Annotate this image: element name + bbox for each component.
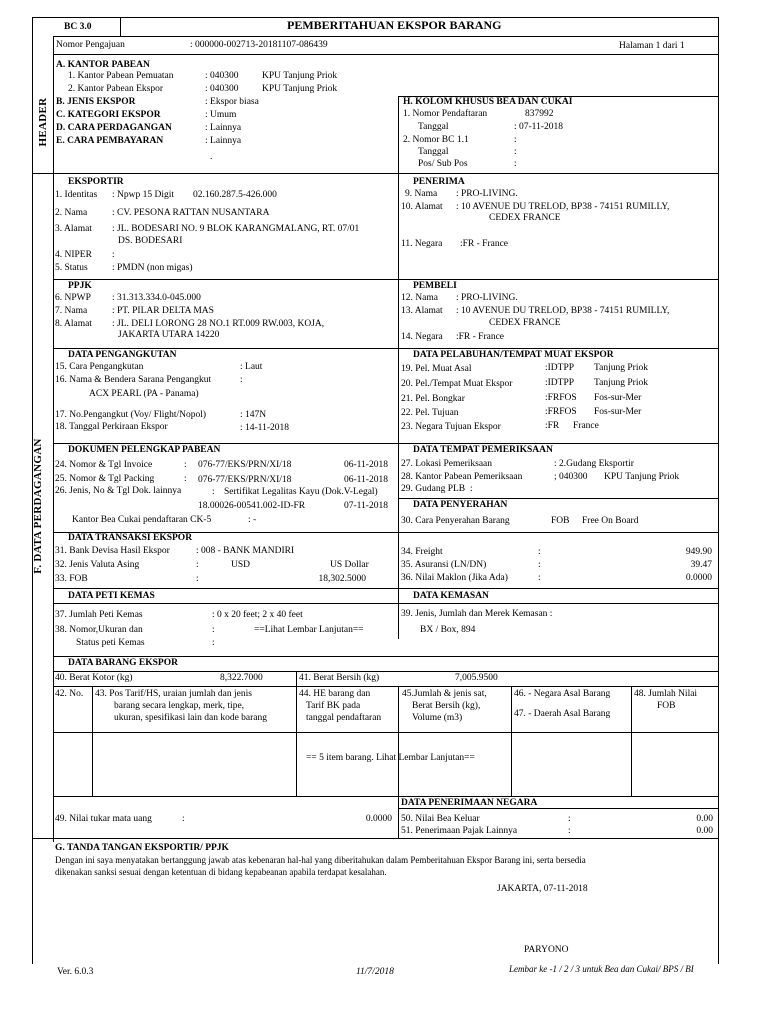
- signatory-name: PARYONO: [524, 945, 569, 955]
- jenis-ekspor-value: : Ekspor biasa: [205, 97, 259, 107]
- cara-penyerahan-code: FOB: [551, 516, 570, 526]
- penerima-negara-value: :FR - France: [460, 239, 509, 249]
- sarana-pengangkut-value: ACX PEARL (PA - Panama): [89, 389, 199, 399]
- submission-number: : 000000-002713-20181107-086439: [190, 40, 328, 50]
- ppjk-title: PPJK: [68, 281, 92, 291]
- penyerahan-title: DATA PENYERAHAN: [413, 500, 508, 510]
- nomor-peti-colon: :: [212, 625, 215, 635]
- pembeli-nama-value: : PRO-LIVING.: [456, 293, 518, 303]
- eksportir-alamat-line1: : JL. BODESARI NO. 9 BLOK KARANGMALANG, RT. 07/01: [112, 224, 360, 234]
- pel-tujuan-name: Fos-sur-Mer: [594, 407, 642, 417]
- dokumen-title: DOKUMEN PELENGKAP PABEAN: [68, 445, 221, 455]
- pel-bongkar-code: :FRFOS: [545, 393, 577, 403]
- nomor-peti-label: 38. Nomor,Ukuran dan: [55, 625, 143, 635]
- dok-lainnya-label: 26. Jenis, No & Tgl Dok. lainnya: [55, 486, 182, 496]
- dok-lainnya-number: 18.00026-00541.002-ID-FR: [198, 501, 306, 511]
- trade-section-bottom: [32, 838, 719, 839]
- fob-value: 18,302.5000: [318, 574, 366, 584]
- col-header-negara-asal: 46. - Negara Asal Barang: [514, 689, 611, 699]
- footer-version: Ver. 6.0.3: [57, 967, 94, 977]
- lokasi-pemeriksaan-value: : 2.Gudang Eksportir: [554, 459, 634, 469]
- maklon-value: 0.0000: [685, 573, 712, 583]
- pel-muat-asal-code: :IDTPP: [545, 363, 575, 373]
- cara-perdagangan-value: : Lainnya: [205, 123, 242, 133]
- pel-bongkar-name: Fos-sur-Mer: [594, 393, 642, 403]
- documents-top-line: [53, 443, 719, 444]
- fob-colon: :: [196, 574, 199, 584]
- ck5-label: Kantor Bea Cukai pendaftaran CK-5: [72, 515, 212, 525]
- cara-pengangkutan-value: : Laut: [240, 362, 263, 372]
- items-col-1: [92, 686, 93, 796]
- gudang-plb-value: :: [470, 484, 473, 494]
- penerima-nama-label: 9. Nama: [405, 189, 438, 199]
- weights-divider: [296, 671, 297, 686]
- nilai-tukar-colon: :: [182, 814, 185, 824]
- bc-code-divider: [120, 17, 121, 36]
- footer-date: 11/7/2018: [356, 967, 394, 977]
- pembeli-alamat-line1: : 10 AVENUE DU TRELOD, BP38 - 74151 RUMILLY,: [456, 306, 670, 316]
- col-header-he-2: Tarif BK pada: [306, 701, 361, 711]
- maklon-label: 36. Nilai Maklon (Jika Ada): [401, 573, 508, 583]
- pajak-lainnya-value: 0.00: [696, 826, 713, 836]
- jenis-kemasan-value: BX / Box, 894: [420, 625, 476, 635]
- nomor-peti-value: ==Lihat Lembar Lanjutan==: [254, 625, 364, 635]
- packing-colon: :: [184, 474, 187, 484]
- col-header-he-3: tanggal pendaftaran: [306, 713, 382, 723]
- statement-line-2: dikenakan sanksi sesuai dengan ketentuan di bidang kepabeanan apabila terdapat kesalahan.: [55, 867, 387, 877]
- title-row-bottom: [53, 36, 719, 37]
- penerimaan-negara-title: DATA PENERIMAAN NEGARA: [401, 798, 538, 808]
- tanggal-bc11-label: Tanggal: [418, 147, 449, 157]
- col-header-no: 42. No.: [55, 689, 84, 699]
- form-code: BC 3.0: [64, 22, 92, 32]
- cara-penyerahan-label: 30. Cara Penyerahan Barang: [401, 516, 510, 526]
- col-header-nilai-fob-2: FOB: [657, 701, 676, 711]
- side-label-header: HEADER: [37, 97, 49, 147]
- packing-date: 06-11-2018: [344, 475, 388, 485]
- items-header-bottom: [53, 732, 719, 733]
- pel-muat-ekspor-name: Tanjung Priok: [594, 378, 648, 388]
- items-body-bottom: [53, 796, 719, 797]
- status-peti-label: Status peti Kemas: [76, 638, 145, 648]
- sarana-pengangkut-label: 16. Nama & Bendera Sarana Pengangkut: [55, 375, 212, 385]
- transport-top-line: [53, 348, 719, 349]
- col-header-he-1: 44. HE barang dan: [299, 689, 371, 699]
- valuta-name: US Dollar: [330, 560, 369, 570]
- berat-kotor-label: 40. Berat Kotor (kg): [55, 673, 133, 683]
- lokasi-pemeriksaan-label: 27. Lokasi Pemeriksaan: [401, 459, 493, 469]
- pembeli-nama-label: 12. Nama: [401, 293, 438, 303]
- h-box-left: [398, 96, 399, 173]
- nilai-tukar-value: 0.0000: [365, 814, 392, 824]
- items-col-2: [296, 686, 297, 796]
- ppjk-alamat-label: 8. Alamat: [55, 319, 92, 329]
- ppjk-npwp-label: 6. NPWP: [55, 293, 91, 303]
- jenis-ekspor-label: B. JENIS EKSPOR: [56, 97, 136, 107]
- pembeli-alamat-label: 13. Alamat: [401, 306, 443, 316]
- items-continuation-note: == 5 item barang. Lihat Lembar Lanjutan==: [306, 753, 475, 763]
- invoice-date: 06-11-2018: [344, 460, 388, 470]
- jenis-kemasan-label: 39. Jenis, Jumlah dan Merek Kemasan :: [401, 609, 553, 619]
- penerima-negara-label: 11. Negara: [401, 239, 443, 249]
- tanggal-bc11-value: :: [514, 147, 517, 157]
- kantor-pemuatan-name: KPU Tanjung Priok: [262, 71, 338, 81]
- nilai-tukar-label: 49. Nilai tukar mata uang: [55, 814, 152, 824]
- footer-sheet: Lembar ke -1 / 2 / 3 untuk Bea dan Cukai/ BPS / BI: [509, 964, 694, 974]
- center-divider-parties: [398, 173, 399, 639]
- sarana-pengangkut-colon: :: [240, 375, 243, 385]
- negara-tujuan-code: :FR: [545, 421, 560, 431]
- pembeli-negara-label: 14. Negara: [401, 332, 443, 342]
- penerima-alamat-label: 10. Alamat: [401, 202, 443, 212]
- kantor-pemeriksaan-name: KPU Tanjung Priok: [604, 472, 680, 482]
- jumlah-peti-label: 37. Jumlah Peti Kemas: [55, 610, 143, 620]
- eksportir-title: EKSPORTIR: [68, 177, 124, 187]
- identitas-label: 1. Identitas: [55, 190, 98, 200]
- valuta-colon: :: [196, 560, 199, 570]
- tanggal-pendaftaran-label: Tanggal: [418, 122, 449, 132]
- pel-muat-asal-label: 19. Pel. Muat Asal: [401, 364, 472, 374]
- pembeli-title: PEMBELI: [413, 281, 457, 291]
- col-header-uraian-3: ukuran, spesifikasi lain dan kode barang: [114, 713, 268, 723]
- barang-title: DATA BARANG EKSPOR: [68, 658, 178, 668]
- ppjk-alamat-line2: JAKARTA UTARA 14220: [118, 330, 220, 340]
- asuransi-colon: :: [538, 560, 541, 570]
- items-col-5: [631, 686, 632, 796]
- dok-lainnya-date: 07-11-2018: [344, 501, 388, 511]
- kantor-ekspor-label: 2. Kantor Pabean Ekspor: [68, 84, 163, 94]
- container-top-line: [53, 588, 719, 589]
- no-pengangkut-label: 17. No.Pengangkut (Voy/ Flight/Nopol): [55, 410, 207, 420]
- penerima-title: PENERIMA: [413, 177, 465, 187]
- bea-keluar-value: 0.00: [696, 814, 713, 824]
- pos-subpos-label: Pos/ Sub Pos: [418, 159, 468, 169]
- ppjk-npwp-value: : 31.313.334.0-045.000: [112, 293, 201, 303]
- penerima-alamat-line1: : 10 AVENUE DU TRELOD, BP38 - 74151 RUMILLY,: [456, 202, 670, 212]
- side-label-trade: F. DATA PERDAGANGAN: [32, 438, 44, 574]
- pel-bongkar-label: 21. Pel. Bongkar: [401, 394, 465, 404]
- pajak-lainnya-colon: :: [568, 826, 571, 836]
- status-peti-colon: :: [212, 638, 215, 648]
- asuransi-label: 35. Asuransi (LN/DN): [401, 560, 487, 570]
- ppjk-nama-value: : PT. PILAR DELTA MAS: [112, 306, 214, 316]
- col-header-nilai-fob-1: 48. Jumlah Nilai: [634, 689, 698, 699]
- cara-pembayaran-value: : Lainnya: [205, 136, 242, 146]
- pelabuhan-title: DATA PELABUHAN/TEMPAT MUAT EKSPOR: [413, 350, 614, 360]
- niper-value: :: [112, 250, 115, 260]
- packing-label: 25. Nomor & Tgl Packing: [55, 474, 155, 484]
- col-header-jumlah-1: 45.Jumlah & jenis sat,: [402, 689, 487, 699]
- side-column-divider: [53, 36, 54, 842]
- berat-bersih-value: 7,005.9500: [455, 673, 498, 683]
- packing-number: 076-77/EKS/PRN/XI/18: [198, 475, 292, 485]
- signature-title: G. TANDA TANGAN EKSPORTIR/ PPJK: [55, 843, 229, 853]
- valuta-code: USD: [231, 560, 251, 570]
- niper-label: 4. NIPER: [55, 250, 92, 260]
- bea-keluar-colon: :: [568, 814, 571, 824]
- pel-tujuan-label: 22. Pel. Tujuan: [401, 408, 459, 418]
- jumlah-peti-value: : 0 x 20 feet; 2 x 40 feet: [212, 610, 303, 620]
- submission-row-bottom: [53, 54, 719, 55]
- cara-pengangkutan-label: 15. Cara Pengangkutan: [55, 362, 144, 372]
- negara-tujuan-name: France: [573, 421, 599, 431]
- parties-mid-line: [53, 279, 719, 280]
- nomor-bc11-label: 2. Nomor BC 1.1: [403, 135, 469, 145]
- handover-top-line: [398, 498, 719, 499]
- signature-place-date: JAKARTA, 07-11-2018: [497, 884, 588, 894]
- dok-lainnya-colon: :: [212, 487, 215, 497]
- kantor-ekspor-code: : 040300: [205, 84, 239, 94]
- negara-tujuan-label: 23. Negara Tujuan Ekspor: [401, 422, 501, 432]
- fob-label: 33. FOB: [55, 574, 88, 584]
- freight-value: 949.90: [685, 547, 712, 557]
- col-header-jumlah-3: Volume (m3): [412, 713, 463, 723]
- dok-lainnya-type: Sertifikat Legalitas Kayu (Dok.V-Legal): [224, 487, 378, 497]
- invoice-number: 076-77/EKS/PRN/XI/18: [198, 460, 292, 470]
- pel-muat-asal-name: Tanjung Priok: [594, 363, 648, 373]
- eksportir-alamat-line2: DS. BODESARI: [118, 236, 183, 246]
- submission-label: Nomor Pengajuan: [56, 40, 125, 50]
- nomor-bc11-value: :: [514, 135, 517, 145]
- pembeli-alamat-line2: CEDEX FRANCE: [489, 318, 561, 328]
- header-section-bottom: [32, 173, 719, 174]
- cara-pembayaran-label: E. CARA PEMBAYARAN: [56, 136, 164, 146]
- pel-muat-ekspor-label: 20. Pel./Tempat Muat Ekspor: [401, 379, 513, 389]
- freight-colon: :: [538, 547, 541, 557]
- pel-tujuan-code: :FRFOS: [545, 407, 577, 417]
- frame-right-border: [718, 17, 719, 964]
- cara-pembayaran-dot: .: [210, 152, 213, 162]
- page-indicator: Halaman 1 dari 1: [619, 41, 685, 51]
- ppjk-alamat-line1: : JL. DELI LORONG 28 NO.1 RT.009 RW.003, KOJA,: [112, 319, 325, 329]
- col-header-jumlah-2: Berat Bersih (kg),: [412, 701, 481, 711]
- ck5-value: : -: [248, 515, 257, 525]
- maklon-colon: :: [538, 573, 541, 583]
- peti-kemas-title: DATA PETI KEMAS: [68, 591, 155, 601]
- weights-top-line: [53, 671, 719, 672]
- pembeli-negara-value: :FR - France: [456, 332, 505, 342]
- eksportir-alamat-label: 3. Alamat: [55, 224, 92, 234]
- pajak-lainnya-label: 51. Penerimaan Pajak Lainnya: [401, 826, 518, 836]
- cara-penyerahan-name: Free On Board: [582, 516, 639, 526]
- kantor-ekspor-name: KPU Tanjung Priok: [262, 84, 338, 94]
- eksportir-nama-label: 2. Nama: [55, 208, 88, 218]
- items-col-4: [511, 686, 512, 796]
- pos-subpos-value: :: [514, 159, 517, 169]
- kolom-bea-cukai-title: H. KOLOM KHUSUS BEA DAN CUKAI: [403, 97, 573, 107]
- col-header-uraian-1: 43. Pos Tarif/HS, uraian jumlah dan jenis: [95, 689, 252, 699]
- statement-line-1: Dengan ini saya menyatakan bertanggung jawab atas kebenaran hal-hal yang diberitahukan dalam Pemberitahuan Ekspor Barang ini, serta bersedia: [55, 855, 586, 865]
- eksportir-nama-value: : CV. PESONA RATTAN NUSANTARA: [112, 208, 270, 218]
- pemeriksaan-title: DATA TEMPAT PEMERIKSAAN: [413, 445, 553, 455]
- pel-muat-ekspor-code: :IDTPP: [545, 378, 575, 388]
- nomor-pendaftaran-value: 837992: [525, 109, 554, 119]
- kemasan-title: DATA KEMASAN: [413, 591, 489, 601]
- invoice-label: 24. Nomor & Tgl Invoice: [55, 460, 153, 470]
- tanggal-pendaftaran-value: : 07-11-2018: [514, 122, 563, 132]
- container-sub-line: [53, 603, 719, 604]
- kantor-pemuatan-code: : 040300: [205, 71, 239, 81]
- bank-devisa-label: 31. Bank Devisa Hasil Ekspor: [55, 546, 170, 556]
- identitas-value: : Npwp 15 Digit: [112, 190, 175, 200]
- bank-devisa-value: : 008 - BANK MANDIRI: [196, 546, 295, 556]
- berat-kotor-value: 8,322.7000: [220, 673, 263, 683]
- nomor-pendaftaran-label: 1. Nomor Pendaftaran: [403, 109, 488, 119]
- col-header-uraian-2: barang secara lengkap, merk, tipe,: [114, 701, 245, 711]
- invoice-colon: :: [184, 460, 187, 470]
- status-label: 5. Status: [55, 263, 88, 273]
- gudang-plb-label: 29. Gudang PLB: [401, 484, 466, 494]
- asuransi-value: 39.47: [690, 560, 712, 570]
- kantor-pemeriksaan-label: 28. Kantor Pabean Pemeriksaan: [401, 472, 523, 482]
- status-value: : PMDN (non migas): [112, 263, 193, 273]
- form-title: PEMBERITAHUAN EKSPOR BARANG: [287, 18, 502, 32]
- valuta-label: 32. Jenis Valuta Asing: [55, 560, 140, 570]
- items-header-top: [53, 686, 719, 687]
- tanggal-ekspor-label: 18. Tanggal Perkiraan Ekspor: [55, 422, 168, 432]
- penerima-nama-value: : PRO-LIVING.: [456, 189, 518, 199]
- goods-top-line: [53, 656, 719, 657]
- no-pengangkut-value: : 147N: [240, 410, 267, 420]
- kantor-pabean-title: A. KANTOR PABEAN: [56, 60, 150, 70]
- kantor-pemeriksaan-code: ; 040300: [554, 472, 588, 482]
- penerima-alamat-line2: CEDEX FRANCE: [489, 213, 561, 223]
- bea-keluar-label: 50. Nilai Bea Keluar: [401, 814, 480, 824]
- kategori-ekspor-label: C. KATEGORI EKSPOR: [56, 110, 161, 120]
- tanggal-ekspor-value: : 14-11-2018: [240, 423, 289, 433]
- berat-bersih-label: 41. Berat Bersih (kg): [299, 673, 380, 683]
- kantor-pemuatan-label: 1. Kantor Pabean Pemuatan: [68, 71, 174, 81]
- cara-perdagangan-label: D. CARA PERDAGANGAN: [56, 123, 172, 133]
- pengangkutan-title: DATA PENGANGKUTAN: [68, 350, 177, 360]
- ppjk-nama-label: 7. Nama: [55, 306, 88, 316]
- transaksi-title: DATA TRANSAKSI EKSPOR: [68, 533, 193, 543]
- identitas-npwp: 02.160.287.5-426.000: [193, 190, 277, 200]
- kategori-ekspor-value: : Umum: [205, 110, 237, 120]
- freight-label: 34. Freight: [401, 547, 443, 557]
- col-header-daerah-asal: 47. - Daerah Asal Barang: [514, 709, 611, 719]
